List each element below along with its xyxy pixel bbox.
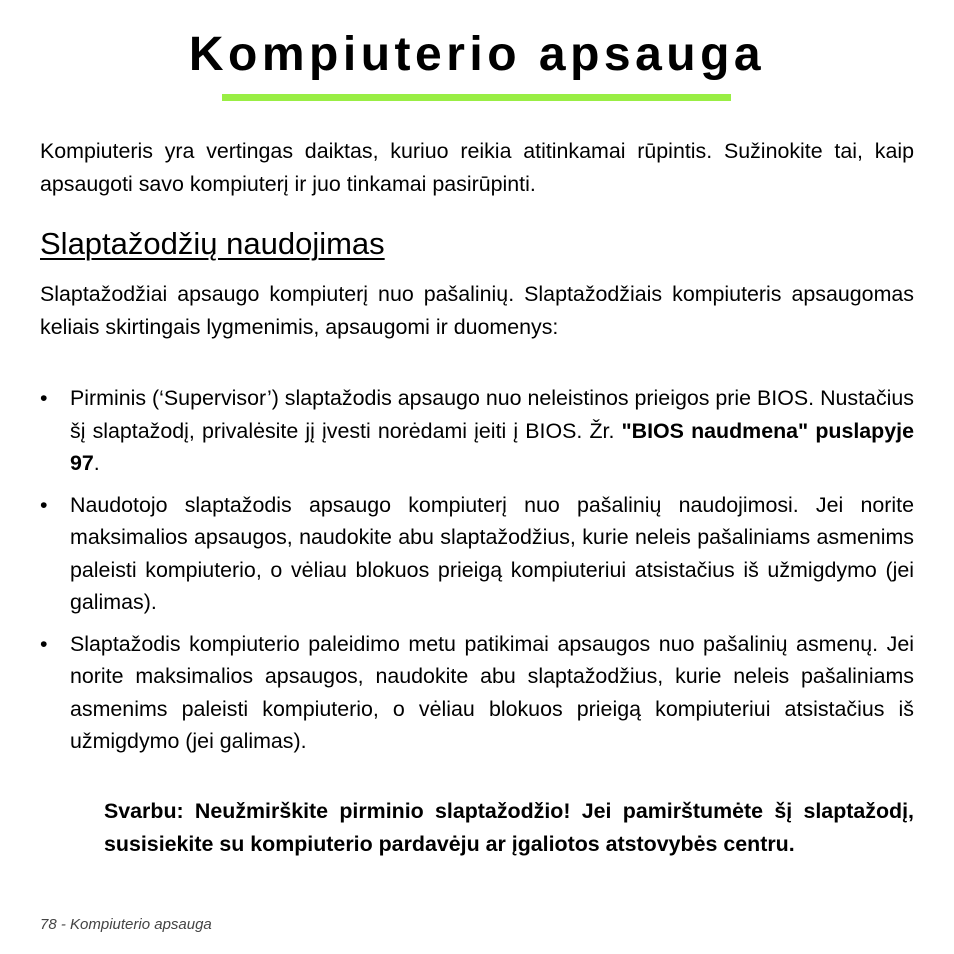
section-heading: Slaptažodžių naudojimas <box>40 226 385 261</box>
bullet-icon: • <box>40 631 48 656</box>
bullet-icon: • <box>40 492 48 517</box>
bullet-list <box>40 382 914 767</box>
page-footer: 78 - Kompiuterio apsauga <box>40 916 212 933</box>
list-item <box>40 489 914 619</box>
list-item <box>40 628 914 758</box>
important-note: Svarbu: Neužmirškite pirminio slaptažodžio! Jei pamirštumėte šį slaptažodį, susisiekite su kompiuterio pardavėju ar įgaliotos atstovybės centru. <box>104 799 914 856</box>
page-title: Kompiuterio apsauga <box>188 28 766 81</box>
bullet-icon: • <box>40 386 48 410</box>
title-underline-bar <box>222 94 731 101</box>
list-item <box>40 382 914 480</box>
section-paragraph: Slaptažodžiai apsaugo kompiuterį nuo pašalinių. Slaptažodžiais kompiuteris apsaugomas keliais skirtingais lygmenimis, apsaugomi ir duomenys: <box>40 282 914 339</box>
bullet-text: Naudotojo slaptažodis apsaugo kompiuterį nuo pašalinių naudojimosi. Jei norite maksimalios apsaugos, naudokite abu slaptažodžius, kurie neleis pašaliniams asmenims paleisti kompiuterio, o vėliau blokuos prieigą kompiuteriui atsistačius iš užmigdymo (jei galimas). <box>70 492 914 614</box>
bullet-text-end: . <box>93 451 100 475</box>
bios-reference-link[interactable]: "BIOS naudmena" puslapyje 97 <box>70 418 914 475</box>
bullet-text: Slaptažodis kompiuterio paleidimo metu patikimai apsaugos nuo pašalinių asmenų. Jei norite maksimalios apsaugos, naudokite abu slaptažodžius, kurie neleis pašaliniams asmenims paleisti kompiuterio, o vėliau blokuos prieigą kompiuteriui atsistačius iš užmigdymo (jei galimas). <box>70 631 914 753</box>
bullet-text: Pirminis (‘Supervisor’) slaptažodis apsaugo nuo neleistinos prieigos prie BIOS. Nustačius šį slaptažodį, privalėsite jį įvesti norėdami įeiti į BIOS. Žr. <box>70 386 914 443</box>
intro-paragraph: Kompiuteris yra vertingas daiktas, kuriuo reikia atitinkamai rūpintis. Sužinokite tai, kaip apsaugoti savo kompiuterį ir juo tinkamai pasirūpinti. <box>40 139 914 196</box>
